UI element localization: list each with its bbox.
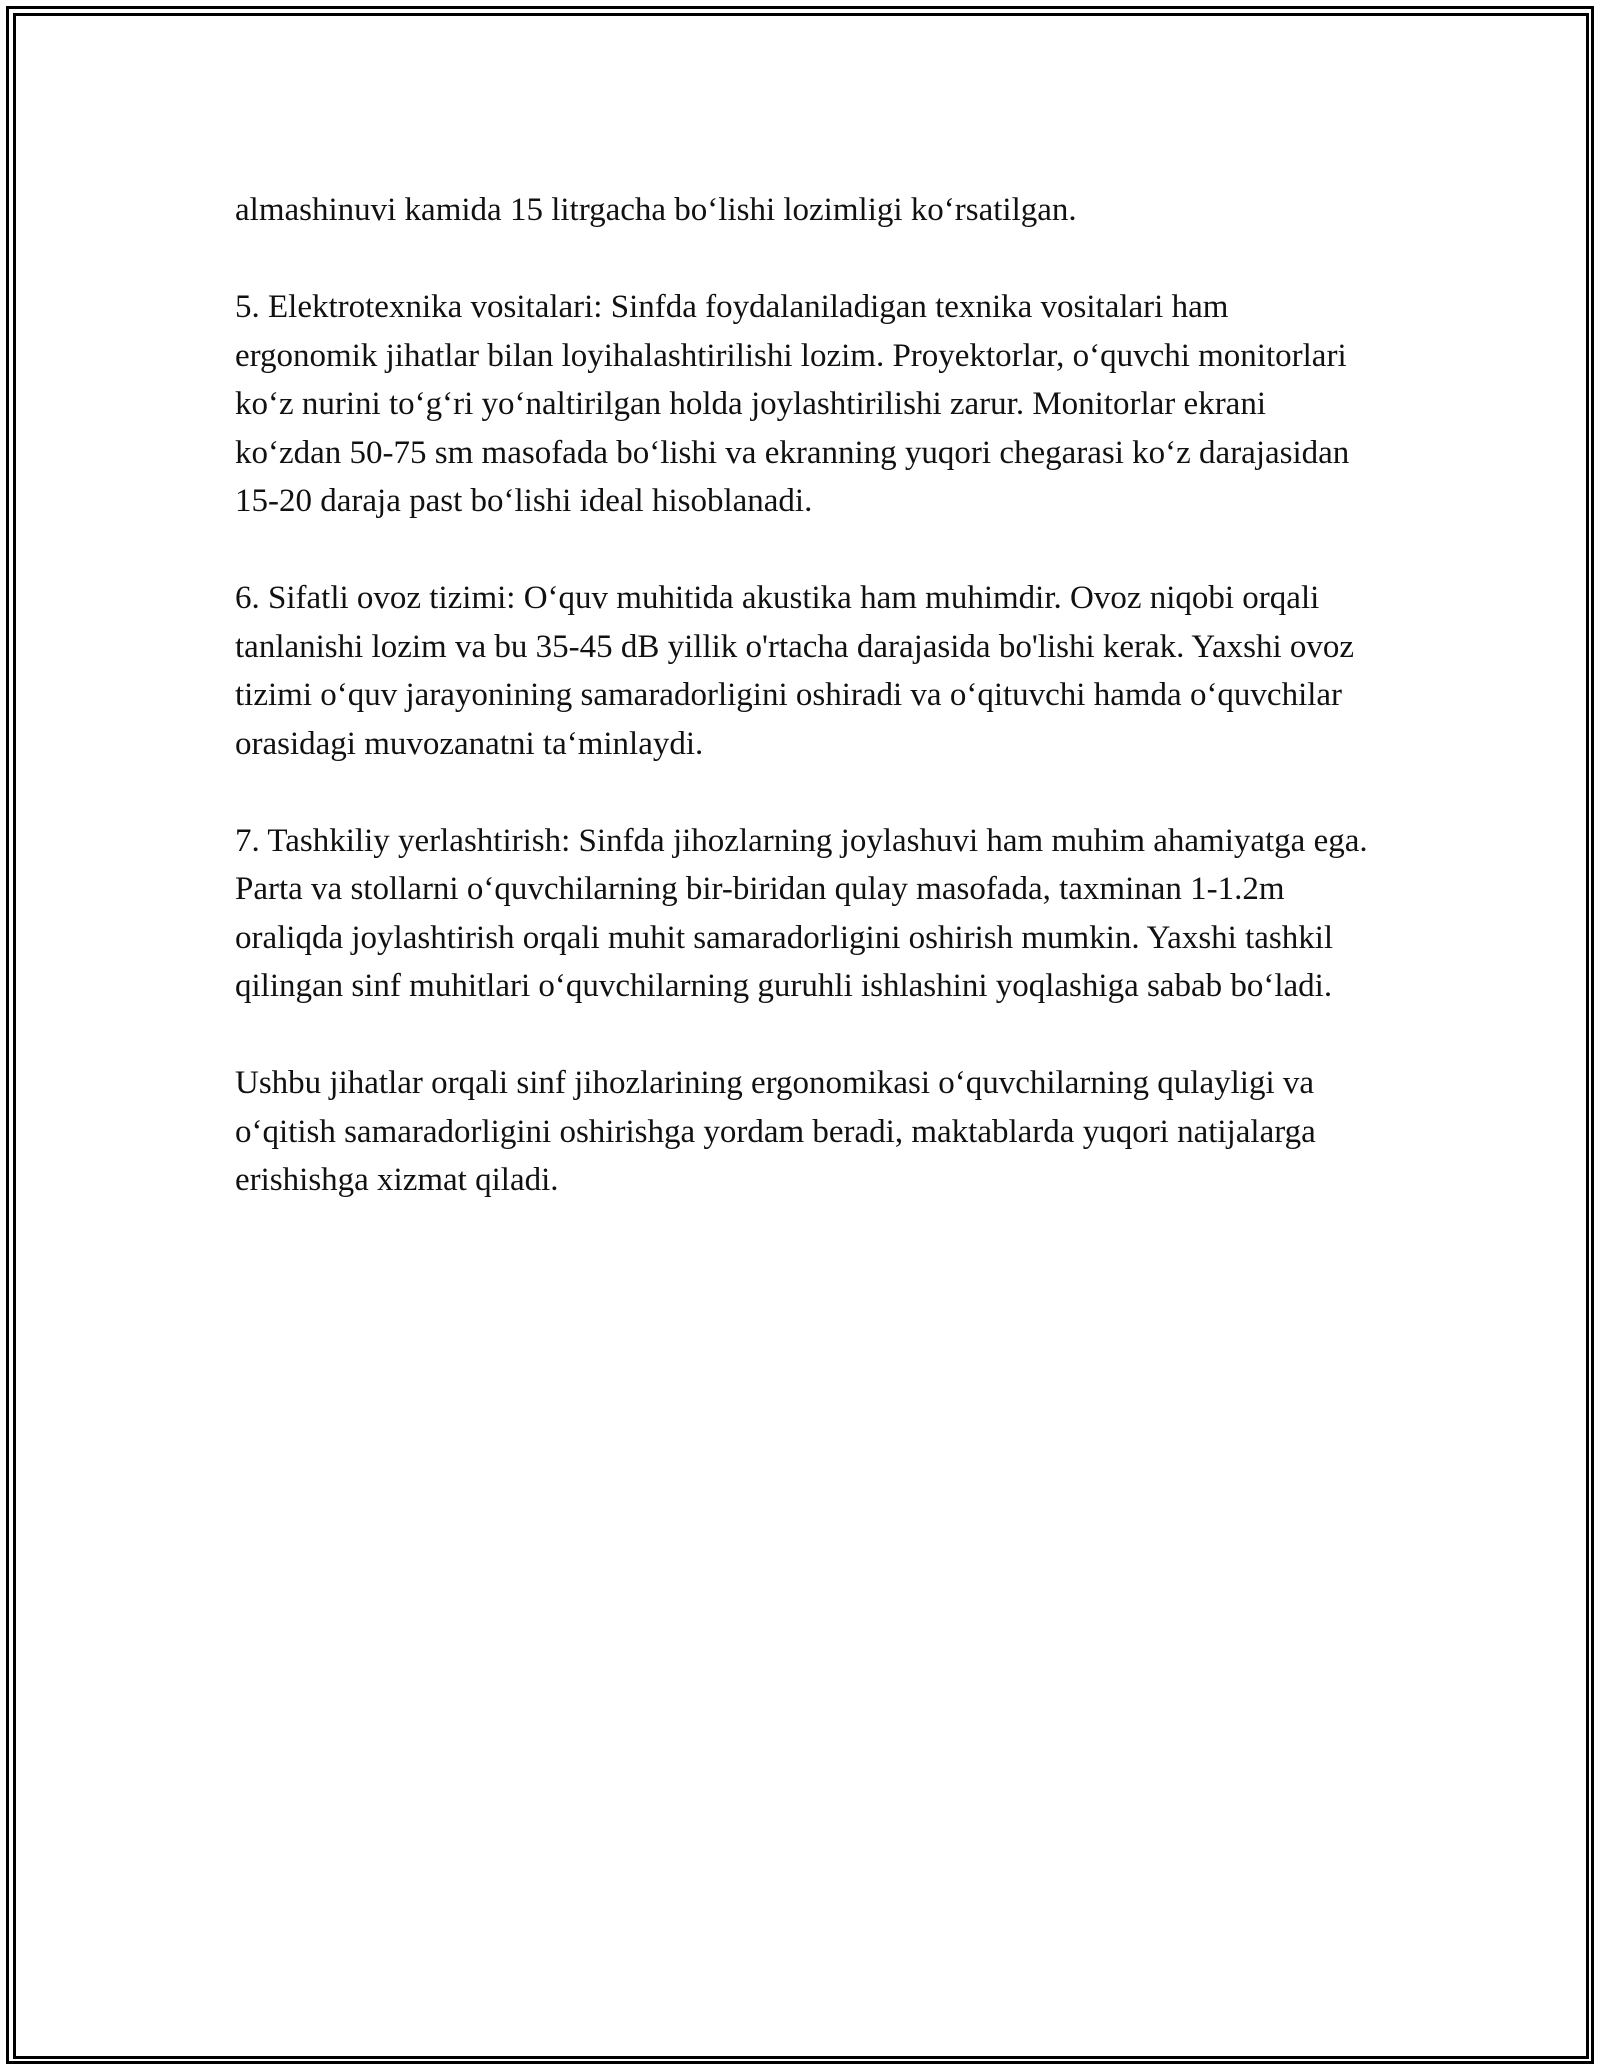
paragraph-conclusion: Ushbu jihatlar orqali sinf jihozlarining ergonomikasi o‘quvchilarning qulayligi va o‘qitish samaradorligini oshirishga yordam beradi, maktablarda yuqori natijalarga erishishga xizmat qiladi. — [235, 1065, 1316, 1198]
document-body — [235, 186, 1375, 1253]
paragraph-organizational-layout: 7. Tashkiliy yerlashtirish: Sinfda jihozlarning joylashuvi ham muhim ahamiyatga ega. Parta va stollarni o‘quvchilarning bir-biridan qulay masofada, taxminan 1-1.2m oraliqda joylashtirish orqali muhit samaradorligini oshirish mumkin. Yaxshi tashkil qilingan sinf muhitlari o‘quvchilarning guruhli ishlashini yoqlashiga sabab bo‘ladi. — [235, 822, 1368, 1004]
paragraph-continuation: almashinuvi kamida 15 litrgacha bo‘lishi lozimligi ko‘rsatilgan. — [235, 192, 1077, 228]
paragraph-electrotechnical-tools: 5. Elektrotexnika vositalari: Sinfda foydalaniladigan texnika vositalari ham ergonomik jihatlar bilan loyihalashtirilishi lozim. Proyektorlar, o‘quvchi monitorlari ko‘z nurini to‘g‘ri yo‘naltirilgan holda joylashtirilishi zarur. Monitorlar ekrani ko‘zdan 50-75 sm masofada bo‘lishi va ekranning yuqori chegarasi ko‘z darajasidan 15-20 daraja past bo‘lishi ideal hisoblanadi. — [235, 289, 1350, 519]
paragraph-sound-system: 6. Sifatli ovoz tizimi: O‘quv muhitida akustika ham muhimdir. Ovoz niqobi orqali tanlanishi lozim va bu 35-45 dB yillik o'rtacha darajasida bo'lishi kerak. Yaxshi ovoz tizimi o‘quv jarayonining samaradorligini oshiradi va o‘qituvchi hamda o‘quvchilar orasidagi muvozanatni ta‘minlaydi. — [235, 580, 1355, 762]
